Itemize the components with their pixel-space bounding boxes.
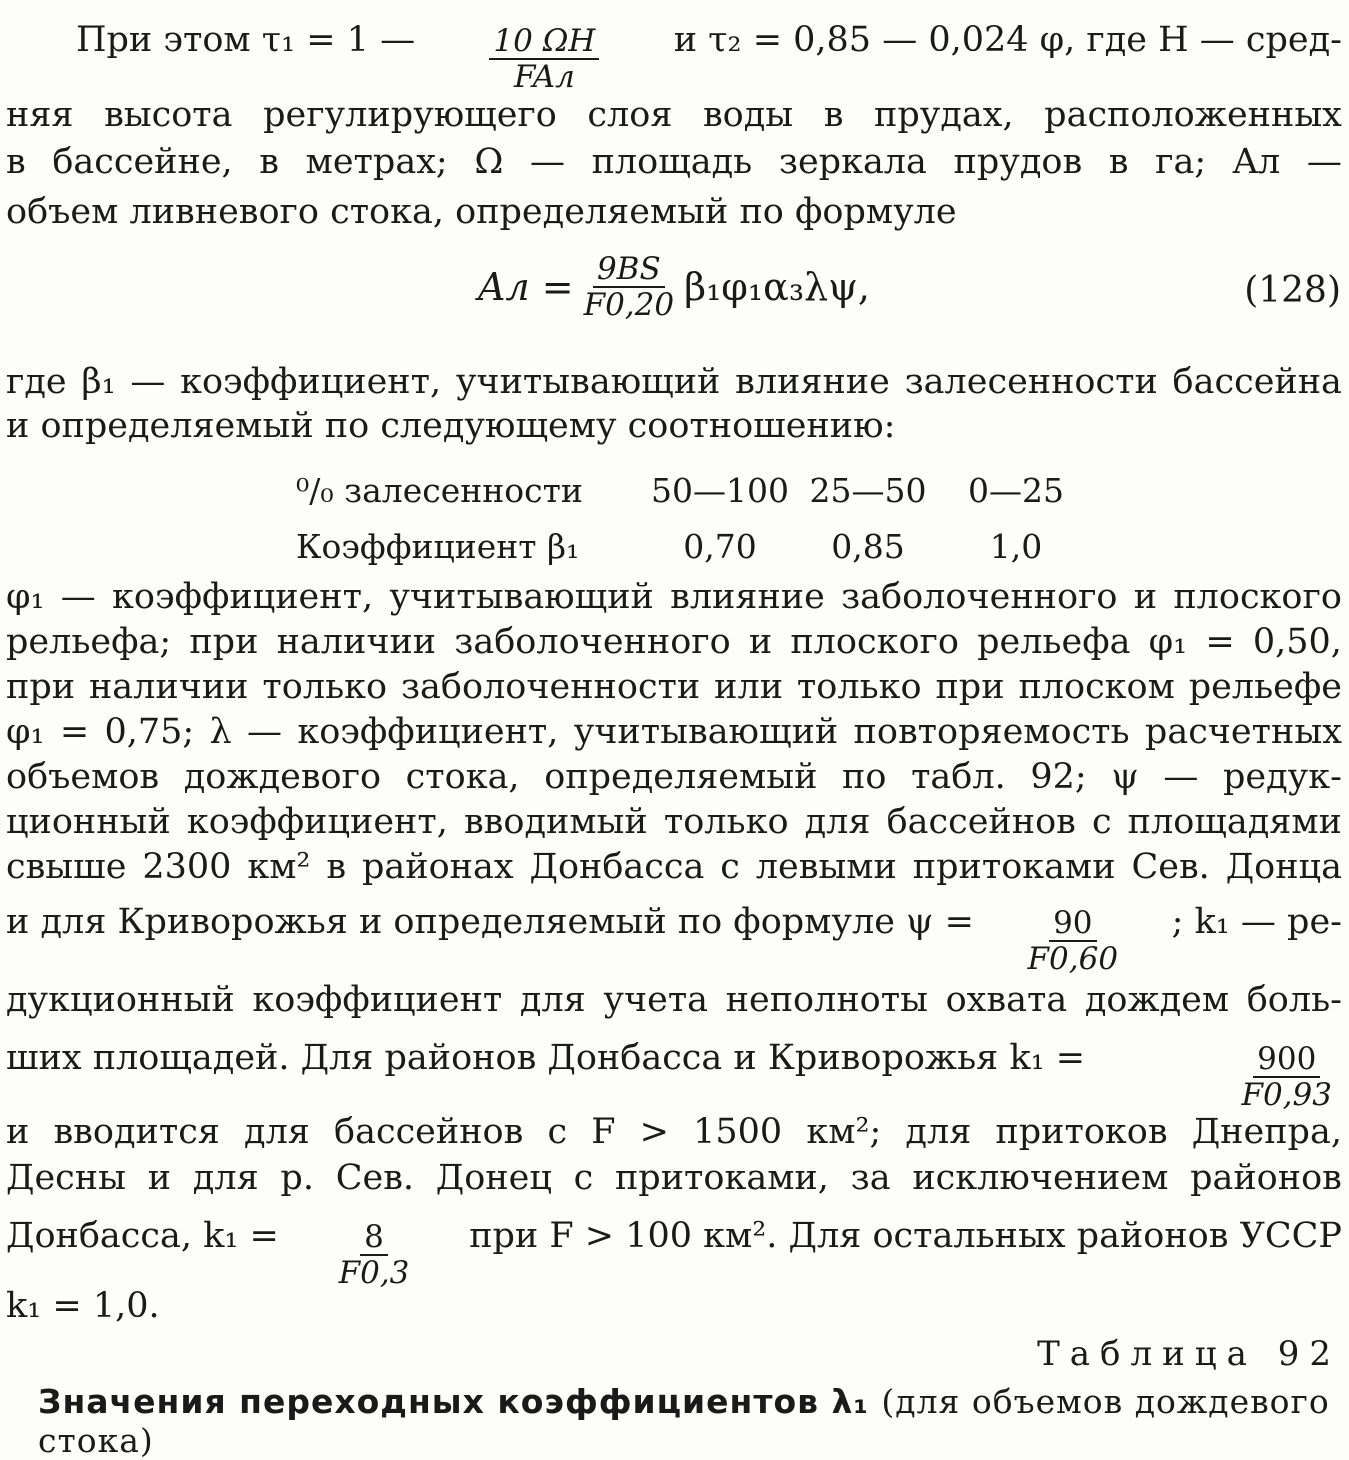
word: только [796, 667, 922, 707]
word: определяемый [544, 757, 818, 797]
word: и [6, 1112, 30, 1152]
word: коэффициент [252, 980, 503, 1020]
word: — [130, 362, 166, 402]
text-line [6, 755, 1342, 799]
word: учитывающий [573, 712, 839, 752]
word: — [1306, 142, 1342, 182]
word: рельефа; [6, 622, 172, 662]
formula-128 [478, 252, 870, 322]
word: влияние [670, 577, 825, 617]
word: λ [209, 712, 232, 752]
word: объемов [6, 757, 160, 797]
word: коэффициент, [186, 802, 448, 842]
text-line: объем ливневого стока, определяемый по формуле [6, 192, 957, 232]
word: для [905, 1112, 972, 1152]
word: метрах; [305, 142, 448, 182]
word: свыше [6, 847, 127, 887]
word: по [842, 757, 887, 797]
word: р. [280, 1158, 314, 1198]
text-segment: и для Криворожья и определяемый по формуле ψ = [6, 902, 974, 942]
word: для [519, 980, 586, 1020]
word: = [1205, 622, 1235, 662]
word: учета [603, 980, 709, 1020]
word: при [189, 622, 259, 662]
fraction [580, 252, 679, 322]
text-line [6, 1156, 1342, 1200]
word: площадями [1127, 802, 1342, 842]
word: где [6, 362, 67, 402]
word: в [1108, 142, 1129, 182]
fraction [1237, 1042, 1336, 1112]
word: охвата [945, 980, 1068, 1020]
equation-number: (128) [1244, 270, 1341, 311]
word: Aл [1232, 142, 1281, 182]
word: для [192, 1158, 259, 1198]
word: бассейна [1172, 362, 1342, 402]
word: бассейне, [52, 142, 233, 182]
table-title-rest: (для объемов дождевого стока) [38, 1382, 1330, 1460]
word: φ₁ [6, 577, 45, 617]
word: с [720, 847, 740, 887]
word: учитывающий [455, 362, 721, 402]
fraction-numerator: 9BS [593, 252, 665, 288]
word: стока, [405, 757, 520, 797]
text-line [6, 93, 1342, 137]
fraction-numerator: 8 [360, 1220, 388, 1256]
word: только [663, 802, 789, 842]
word: расчетных [1144, 712, 1342, 752]
word: Донца [1225, 847, 1342, 887]
text-segment: При этом τ₁ = 1 — [76, 20, 416, 60]
text-line [6, 575, 1342, 619]
text-line [6, 900, 1342, 976]
word: районов [1190, 1158, 1342, 1198]
word: для [804, 802, 871, 842]
word: коэффициент, [180, 362, 442, 402]
table-cell: 1,0 [989, 526, 1043, 566]
text-segment: и τ₂ = 0,85 — 0,024 φ, где H — сред- [673, 20, 1342, 60]
word: притоками [912, 847, 1116, 887]
word: неполноты [725, 980, 928, 1020]
word: с [1091, 802, 1112, 842]
word: бассейнов [334, 1112, 524, 1152]
text-line [6, 620, 1342, 664]
word: заболоченного [841, 577, 1118, 617]
word: 92; [1030, 757, 1087, 797]
beta-coefficient-table [296, 462, 1090, 574]
word: при [935, 667, 1005, 707]
word: или [714, 667, 784, 707]
text-line [6, 1110, 1342, 1154]
word: и [1133, 577, 1158, 617]
word: расположенных [1044, 95, 1342, 135]
word: прудов [953, 142, 1083, 182]
word: — [529, 142, 565, 182]
word: районах [361, 847, 514, 887]
word: коэффициент, [112, 577, 374, 617]
text-line [6, 140, 1342, 184]
word: в [823, 95, 844, 135]
fraction-numerator: 90 [1049, 906, 1096, 942]
word: в [6, 142, 26, 182]
fraction [489, 24, 599, 94]
text-line [6, 1214, 1342, 1290]
table-cell: 25—50 [809, 470, 927, 510]
text-line [6, 710, 1342, 754]
word: боль- [1246, 980, 1342, 1020]
word: наличии [88, 667, 249, 707]
word: — [247, 712, 283, 752]
word: учитывающий [389, 577, 654, 617]
word: — [1163, 757, 1199, 797]
word: прудах, [874, 95, 1014, 135]
word: и [147, 1158, 172, 1198]
text-line [6, 665, 1342, 709]
word: притоками, [614, 1158, 829, 1198]
word: Десны [6, 1158, 126, 1198]
word: для [244, 1112, 310, 1152]
text-segment: ших площадей. Для районов Донбасса и Криворожья k₁ = [6, 1038, 1086, 1078]
word: плоского [1173, 577, 1342, 617]
word: 2300 [142, 847, 232, 887]
word: заболоченности [400, 667, 701, 707]
word: с [573, 1158, 594, 1198]
word: зеркала [778, 142, 927, 182]
table-cell: 0,85 [831, 526, 905, 566]
table-row [296, 462, 1090, 518]
text-segment: ; k₁ — ре- [1171, 902, 1342, 942]
table-caption: Таблица 92 [1037, 1334, 1341, 1374]
text-line [6, 1036, 1342, 1112]
word: табл. [911, 757, 1006, 797]
word: Донбасса [529, 847, 705, 887]
text-line: и определяемый по следующему соотношению: [6, 406, 896, 446]
word: км² [247, 847, 311, 887]
table-cell: 0,70 [683, 526, 757, 566]
word: бассейнов [886, 802, 1076, 842]
fraction-denominator: F0,20 [583, 287, 675, 323]
word: няя [6, 95, 74, 135]
word: вводимый [463, 802, 648, 842]
word: исключением [912, 1158, 1169, 1198]
word: φ₁ [1148, 622, 1188, 662]
word: φ₁ [6, 712, 45, 752]
word: и [748, 622, 773, 662]
fraction-numerator: 900 [1253, 1042, 1320, 1078]
fraction [1024, 906, 1123, 976]
text-line [76, 18, 1342, 94]
word: регулирующего [263, 95, 557, 135]
word: левыми [755, 847, 897, 887]
word: плоском [1018, 667, 1175, 707]
text-line: k₁ = 1,0. [6, 1286, 160, 1326]
word: 0,50, [1252, 622, 1342, 662]
word: км²; [806, 1112, 882, 1152]
word: дождем [1084, 980, 1230, 1020]
word: > [639, 1112, 669, 1152]
word: в [259, 142, 280, 182]
word: рельефа [977, 622, 1131, 662]
word: = [59, 712, 90, 752]
word: залесенности [904, 362, 1158, 402]
word: га; [1155, 142, 1207, 182]
word: ционный [6, 802, 171, 842]
word: дождевого [183, 757, 382, 797]
table-cell: ⁰/₀ залесенности [296, 470, 583, 510]
fraction-numerator: 10 ΩH [489, 24, 599, 60]
word: рельефе [1188, 667, 1342, 707]
word: наличии [276, 622, 437, 662]
word: 1500 [693, 1112, 783, 1152]
word: Донец [435, 1158, 552, 1198]
text-line [6, 978, 1342, 1022]
word: площадь [591, 142, 753, 182]
word: редук- [1223, 757, 1342, 797]
word: вводится [53, 1112, 220, 1152]
table-title-bold: Значения переходных коэффициентов λ₁ [38, 1382, 869, 1421]
word: Днепра, [1191, 1112, 1342, 1152]
word: при [6, 667, 76, 707]
word: только [262, 667, 388, 707]
fraction-denominator: FAл [513, 59, 575, 95]
table-cell: Коэффициент β₁ [296, 526, 580, 566]
word: Ω [474, 142, 504, 182]
fraction-denominator: F0,60 [1027, 941, 1119, 977]
text-line [6, 800, 1342, 844]
word: слоя [587, 95, 673, 135]
text-line [6, 845, 1342, 889]
word: притоков [995, 1112, 1168, 1152]
formula-lhs: Aл = [478, 265, 574, 309]
word: высота [104, 95, 233, 135]
word: β₁ [81, 362, 116, 402]
fraction [335, 1220, 414, 1290]
text-segment: при F > 100 км². Для остальных районов УССР [469, 1216, 1342, 1256]
word: 0,75; [104, 712, 195, 752]
word: за [850, 1158, 891, 1198]
word: — [60, 577, 96, 617]
word: F [591, 1112, 616, 1152]
word: плоского [790, 622, 959, 662]
word: влияние [735, 362, 890, 402]
text-segment: Донбасса, k₁ = [6, 1216, 279, 1256]
table-cell: 50—100 [651, 470, 789, 510]
fraction-denominator: F0,3 [338, 1255, 410, 1291]
word: ψ [1111, 757, 1139, 797]
word: заболоченного [454, 622, 731, 662]
word: Сев. [1131, 847, 1210, 887]
fraction-denominator: F0,93 [1241, 1077, 1332, 1113]
word: Сев. [335, 1158, 415, 1198]
text-line [6, 360, 1342, 404]
table-title [38, 1382, 1349, 1460]
formula-rhs: β₁φ₁α₃λψ, [684, 265, 871, 309]
word: дукционный [6, 980, 235, 1020]
word: с [547, 1112, 568, 1152]
word: в [326, 847, 347, 887]
table-row [296, 518, 1090, 574]
word: воды [702, 95, 794, 135]
word: коэффициент, [297, 712, 559, 752]
table-cell: 0—25 [968, 470, 1064, 510]
word: повторяемость [853, 712, 1130, 752]
